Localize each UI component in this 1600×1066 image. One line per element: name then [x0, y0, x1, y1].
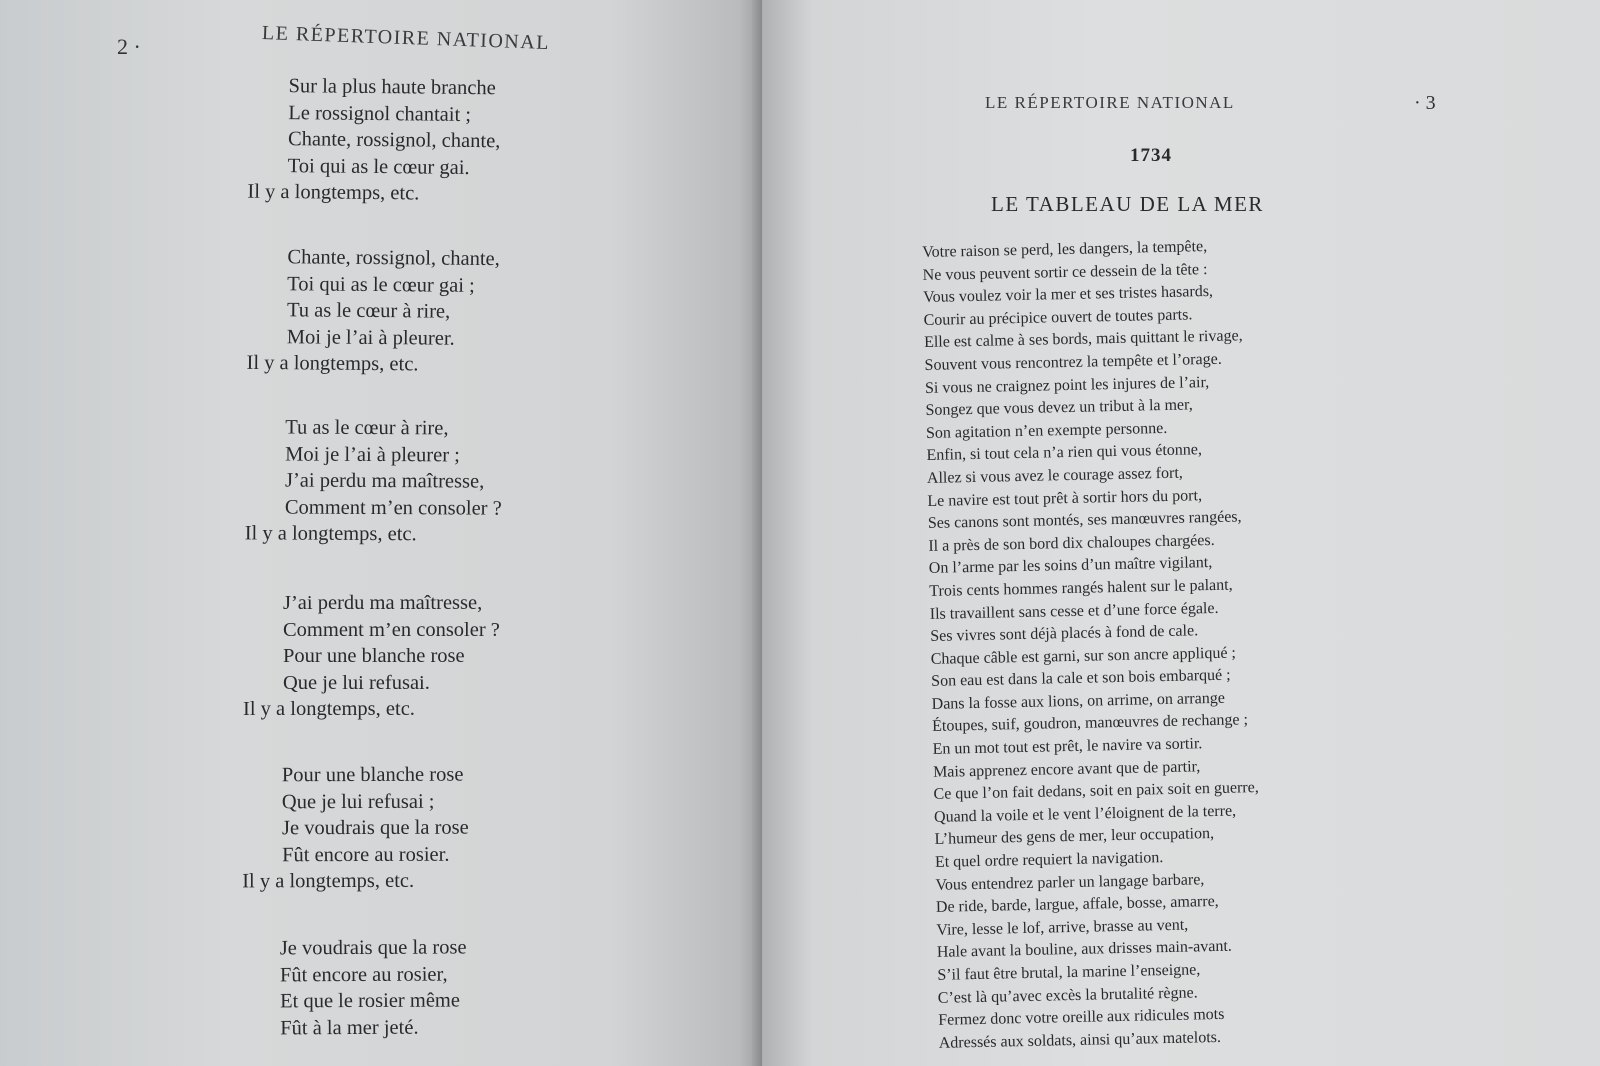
poem-line: C’est là qu’avec excès la brutalité règne. [937, 983, 1198, 1007]
poem-line: Vous entendrez parler un langage barbare, [935, 870, 1205, 894]
verse-line: Tu as le cœur à rire, [286, 299, 451, 323]
poem-line: Ils travaillent sans cesse et d’une force égale. [929, 599, 1219, 623]
poem-line: L’humeur des gens de mer, leur occupation, [934, 825, 1215, 849]
stanza-6 [240, 934, 467, 1041]
stanza-3 [245, 414, 503, 548]
poem-body [922, 235, 1264, 1055]
stanza-5 [242, 762, 469, 895]
poem-line: Si vous ne craignez point les injures de l’air, [924, 373, 1210, 397]
poem-line: Courir au précipice ouvert de toutes parts. [923, 306, 1193, 329]
left-running-head: LE RÉPERTOIRE NATIONAL [261, 22, 551, 55]
verse-line: Moi je l’ai à pleurer. [286, 325, 455, 350]
verse-line: Et que le rosier même [280, 989, 461, 1013]
poem-line: Quand la voile et le vent l’éloignent de la terre, [933, 802, 1237, 826]
verse-line: Pour une blanche rose [281, 763, 464, 787]
piece-year: 1734 [1130, 145, 1172, 166]
poem-line: Enfin, si tout cela n’a rien qui vous étonne, [926, 441, 1203, 465]
poem-line: Dans la fosse aux lions, on arrime, on arrange [931, 689, 1226, 713]
poem-line: Songez que vous devez un tribut à la mer, [925, 396, 1193, 420]
poem-line: Fermez donc votre oreille aux ridicules mots [938, 1006, 1225, 1030]
left-page-number: 2 · [117, 34, 141, 59]
right-page-number: · 3 [1414, 92, 1436, 114]
verse-line: Je voudrais que la rose [281, 816, 469, 840]
poem-line: Souvent vous rencontrez la tempête et l’orage. [924, 350, 1222, 374]
poem-line: Ses vivres sont déjà placés à fond de cale. [930, 622, 1199, 646]
refrain-line: Il y a longtemps, etc. [244, 522, 417, 546]
poem-line: Trois cents hommes rangés halent sur le palant, [929, 576, 1233, 600]
poem-line: Son agitation n’en exempte personne. [925, 419, 1168, 442]
verse-line: Comment m’en consoler ? [284, 496, 502, 520]
verse-line: Sur la plus haute branche [288, 75, 496, 100]
stanza-4 [243, 590, 500, 723]
verse-line: J’ai perdu ma maîtresse, [284, 469, 485, 493]
verse-line: Fût encore au rosier. [282, 843, 450, 866]
refrain-line: Il y a longtemps, etc. [242, 869, 415, 893]
poem-line: Allez si vous avez le courage assez fort, [926, 464, 1183, 487]
verse-line: Que je lui refusai. [283, 671, 430, 694]
piece-title: LE TABLEAU DE LA MER [991, 192, 1264, 216]
verse-line: Chante, rossignol, chante, [287, 128, 501, 153]
verse-line: Pour une blanche rose [283, 645, 465, 667]
verse-line: Fût encore au rosier, [279, 963, 448, 986]
poem-line: Ce que l’on fait dedans, soit en paix soit en guerre, [933, 779, 1259, 804]
poem-line: Ne vous peuvent sortir ce dessein de la tête : [922, 260, 1208, 284]
verse-line: J’ai perdu ma maîtresse, [283, 592, 483, 614]
stanza-1 [247, 73, 501, 208]
poem-line: Ses canons sont montés, ses manœuvres rangées, [927, 508, 1242, 533]
poem-line: En un mot tout est prêt, le navire va sortir. [932, 735, 1203, 758]
verse-line: Toi qui as le cœur gai ; [287, 272, 475, 297]
verse-line: Que je lui refusai ; [281, 790, 435, 813]
right-running-head: LE RÉPERTOIRE NATIONAL [985, 93, 1235, 112]
verse-line: Tu as le cœur à rire, [285, 416, 449, 440]
left-page [0, 0, 762, 1066]
poem-line: S’il faut être brutal, la marine l’enseigne, [937, 961, 1201, 984]
refrain-line: Il y a longtemps, etc. [247, 180, 420, 205]
poem-line: Vous voulez voir la mer et ses tristes hasards, [922, 283, 1214, 307]
verse-line: Moi je l’ai à pleurer ; [285, 443, 460, 466]
poem-line: De ride, barde, largue, affale, bosse, amarre, [935, 893, 1219, 917]
refrain-line: Il y a longtemps, etc. [246, 351, 419, 376]
poem-line: Mais apprenez encore avant que de partir, [932, 757, 1201, 781]
poem-line: Chaque câble est garni, sur son ancre appliqué ; [930, 644, 1237, 668]
poem-line: On l’arme par les soins d’un maître vigilant, [928, 554, 1213, 578]
verse-line: Chante, rossignol, chante, [287, 246, 500, 271]
poem-line: Il a près de son bord dix chaloupes chargées. [928, 531, 1215, 555]
verse-line: Fût à la mer jeté. [280, 1016, 419, 1039]
poem-line: Son eau est dans la cale et son bois embarqué ; [931, 666, 1231, 691]
verse-line: Je voudrais que la rose [279, 936, 467, 960]
poem-line: Elle est calme à ses bords, mais quittant le rivage, [923, 327, 1243, 352]
verse-line: Toi qui as le cœur gai. [287, 154, 470, 179]
verse-line: Le rossignol chantait ; [288, 101, 472, 126]
refrain-line: Il y a longtemps, etc. [243, 698, 415, 720]
poem-line: Étoupes, suif, goudron, manœuvres de rechange ; [931, 711, 1249, 736]
poem-line: Le navire est tout prêt à sortir hors du port, [927, 486, 1203, 510]
poem-line: Adressés aux soldats, ainsi qu’aux matelots. [938, 1028, 1222, 1052]
stanza-2 [246, 244, 500, 379]
verse-line: Comment m’en consoler ? [283, 618, 500, 641]
poem-line: Votre raison se perd, les dangers, la tempête, [922, 238, 1208, 261]
poem-line: Hale avant la bouline, aux drisses main-avant. [936, 938, 1233, 962]
poem-line: Vire, lesse le lof, arrive, brasse au vent, [936, 916, 1189, 939]
poem-line: Et quel ordre requiert la navigation. [934, 849, 1164, 871]
